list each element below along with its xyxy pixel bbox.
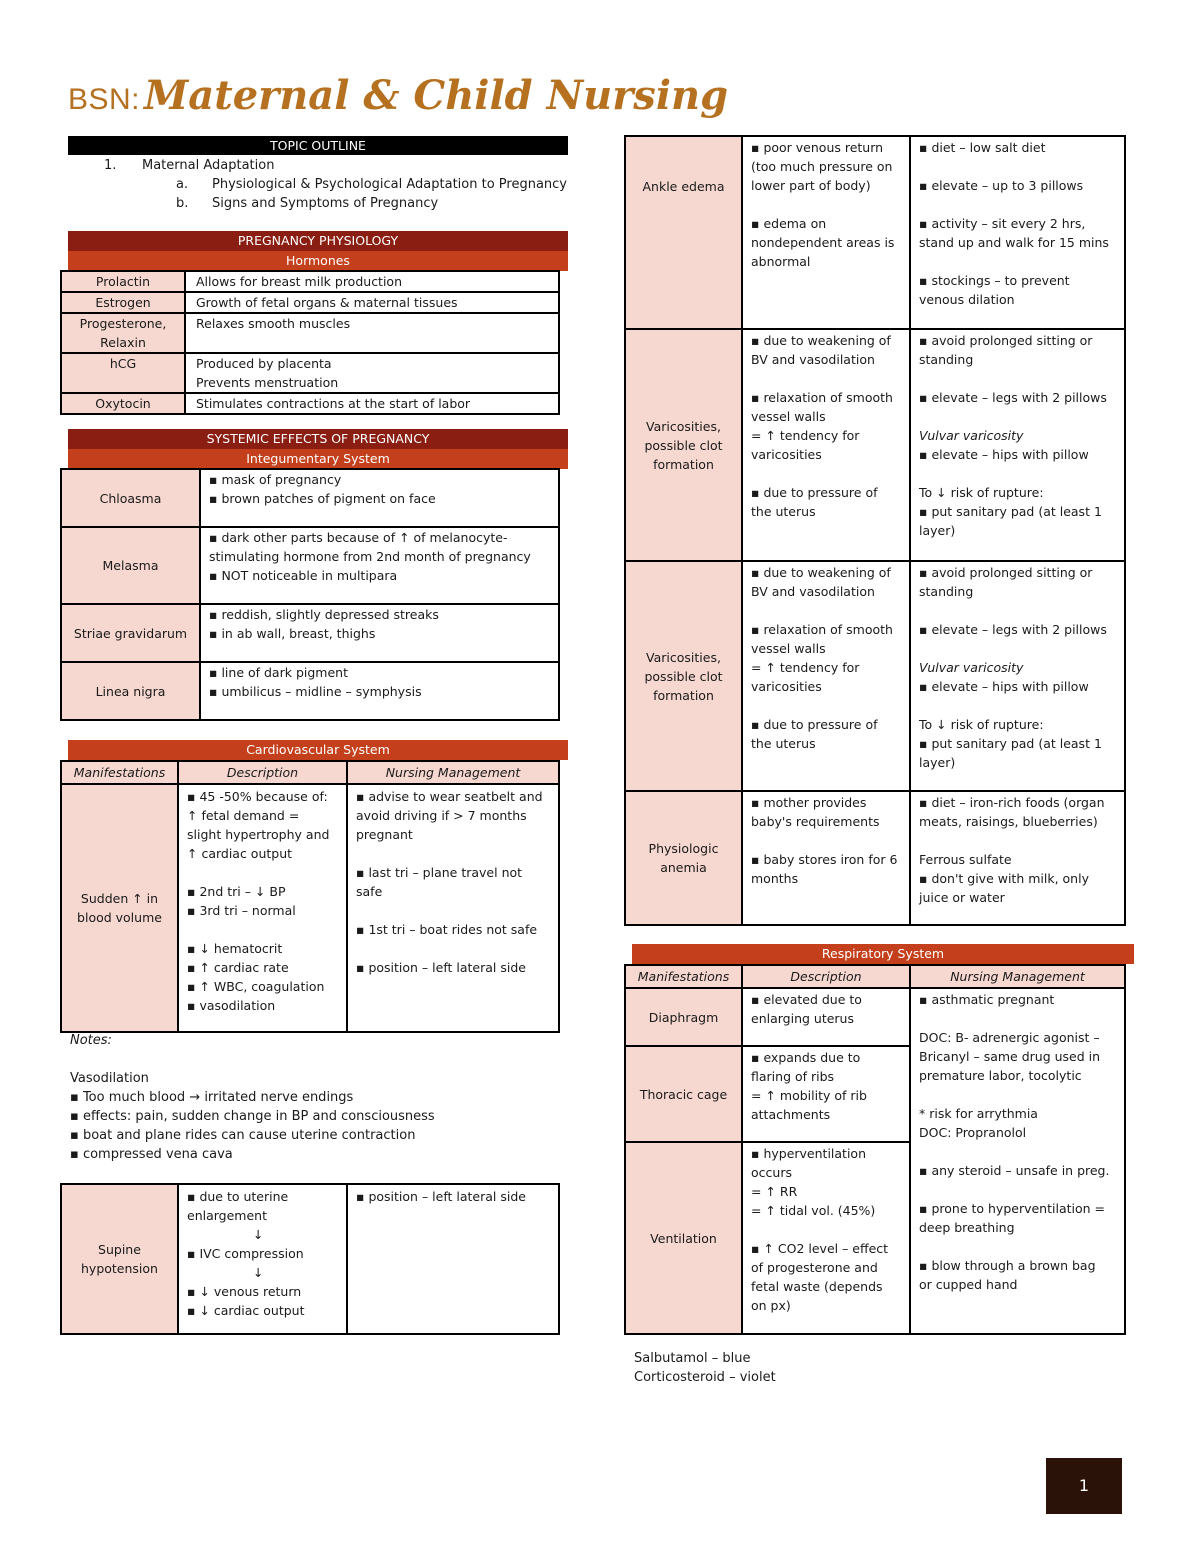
desc-line: ▪ due to pressure of: [751, 485, 878, 500]
mgmt-line: ▪ activity – sit every 2 hrs,: [919, 216, 1086, 231]
outline-num: 1.: [104, 158, 117, 173]
desc-line: the uterus: [751, 504, 816, 519]
condition-management: [910, 329, 1125, 561]
title-text: Maternal & Child Nursing: [144, 72, 729, 119]
manifestation-name: Melasma: [61, 527, 200, 604]
respiratory-table: [624, 964, 1126, 1335]
desc-line: ▪ relaxation of smooth: [751, 390, 893, 405]
desc-line: ▪ edema on: [751, 216, 827, 231]
mgmt-line: ▪ blow through a brown bag: [919, 1258, 1096, 1273]
notes-item: ▪ effects: pain, sudden change in BP and consciousness: [70, 1109, 435, 1124]
spacer: [70, 1050, 560, 1069]
notes-label: Notes:: [70, 1033, 112, 1048]
notes-item: ▪ Too much blood → irritated nerve endings: [70, 1090, 354, 1105]
hormone-name: Progesterone, Relaxin: [61, 313, 185, 353]
hormone-desc: [185, 353, 559, 393]
desc-line: ▪ poor venous return: [751, 140, 884, 155]
manifestation-desc: [200, 527, 559, 604]
spacer: [919, 1085, 1116, 1104]
table-row: [625, 136, 1125, 329]
condition-management: [910, 561, 1125, 791]
col-header-management: Nursing Management: [347, 761, 559, 784]
desc-line: ▪ reddish, slightly depressed streaks: [209, 607, 439, 622]
notes-item: ▪ compressed vena cava: [70, 1147, 233, 1162]
hormone-name: Estrogen: [61, 292, 185, 313]
title-prefix: BSN:: [68, 83, 141, 116]
desc-line: ▪ due to pressure of: [751, 717, 878, 732]
manifestation-name: Varicosities, possible clot formation: [625, 561, 742, 791]
hormone-desc: Growth of fetal organs & maternal tissues: [185, 292, 559, 313]
desc-line: ▪ hyperventilation: [751, 1146, 866, 1161]
desc-line: fetal waste (depends: [751, 1279, 883, 1294]
desc-line: ▪ ↓ hematocrit: [187, 941, 283, 956]
manifestation-desc: [200, 604, 559, 662]
spacer: [919, 369, 1116, 388]
condition-description: [742, 561, 910, 791]
notes-title: Vasodilation: [70, 1071, 149, 1086]
manifestation-desc: [200, 662, 559, 720]
outline-item: [68, 175, 568, 194]
mgmt-line: layer): [919, 523, 956, 538]
col-header-management: Nursing Management: [910, 965, 1125, 988]
hormone-name: Prolactin: [61, 271, 185, 292]
desc-line: ▪ 45 -50% because of:: [187, 789, 328, 804]
pregnancy-physiology-header: PREGNANCY PHYSIOLOGY: [68, 231, 568, 251]
mgmt-subheading: Vulvar varicosity: [919, 660, 1024, 675]
desc-line: ▪ ↓ cardiac output: [187, 1303, 305, 1318]
spacer: [356, 939, 550, 958]
col-header-description: Description: [742, 965, 910, 988]
table-row: [61, 313, 559, 353]
spacer: [187, 920, 338, 939]
table-row: [61, 662, 559, 720]
mgmt-line: ▪ elevate – hips with pillow: [919, 447, 1089, 462]
spacer: [919, 1009, 1116, 1028]
topic-outline-list: [68, 156, 568, 213]
desc-line: ▪ umbilicus – midline – symphysis: [209, 684, 422, 699]
spacer: [751, 1220, 901, 1239]
mgmt-line: ▪ don't give with milk, only: [919, 871, 1089, 886]
mgmt-line: ▪ elevate – legs with 2 pillows: [919, 622, 1107, 637]
desc-line: ▪ elevated due to: [751, 992, 862, 1007]
mgmt-line: standing: [919, 584, 974, 599]
desc-line: ▪ IVC compression: [187, 1246, 304, 1261]
desc-line: stimulating hormone from 2nd month of pregnancy: [209, 549, 531, 564]
spacer: [751, 831, 901, 850]
desc-line: ▪ NOT noticeable in multipara: [209, 568, 398, 583]
desc-line: flaring of ribs: [751, 1069, 835, 1084]
manifestation-name: Varicosities, possible clot formation: [625, 329, 742, 561]
hormone-name: Oxytocin: [61, 393, 185, 414]
mgmt-line: ▪ avoid prolonged sitting or: [919, 333, 1093, 348]
manifestation-name: Sudden ↑ in blood volume: [61, 784, 178, 1032]
desc-line: ▪ ↓ venous return: [187, 1284, 302, 1299]
table-header-row: [625, 965, 1125, 988]
manifestation-name: Chloasma: [61, 469, 200, 527]
mgmt-line: ▪ stockings – to prevent: [919, 273, 1070, 288]
desc-line: ▪ mother provides: [751, 795, 867, 810]
outline-text: Signs and Symptoms of Pregnancy: [212, 196, 439, 211]
mgmt-line: juice or water: [919, 890, 1005, 905]
desc-line: ▪ due to weakening of: [751, 565, 891, 580]
mgmt-line: ▪ elevate – legs with 2 pillows: [919, 390, 1107, 405]
desc-line: ▪ 2nd tri – ↓ BP: [187, 884, 286, 899]
resp-management: [910, 988, 1125, 1334]
desc-line: ▪ due to weakening of: [751, 333, 891, 348]
mgmt-line: Bricanyl – same drug used in: [919, 1049, 1101, 1064]
supine-table: [60, 1183, 560, 1335]
condition-description: [742, 791, 910, 925]
desc-line: ▪ line of dark pigment: [209, 665, 348, 680]
manifestation-name: Ankle edema: [625, 136, 742, 329]
desc-line: ▪ brown patches of pigment on face: [209, 491, 436, 506]
desc-line: ▪ relaxation of smooth: [751, 622, 893, 637]
mgmt-line: ▪ avoid prolonged sitting or: [919, 565, 1093, 580]
resp-description: [742, 988, 910, 1046]
notes-block: [70, 1031, 560, 1164]
mgmt-line: premature labor, tocolytic: [919, 1068, 1082, 1083]
mgmt-line: ▪ last tri – plane travel not: [356, 865, 523, 880]
mgmt-line: To ↓ risk of rupture:: [919, 485, 1044, 500]
manifestation-name: Striae gravidarum: [61, 604, 200, 662]
table-row: [61, 469, 559, 527]
table-row: [61, 271, 559, 292]
down-arrow-icon: ↓: [253, 1227, 264, 1242]
resp-description: [742, 1142, 910, 1334]
table-row: [61, 1184, 559, 1334]
spacer: [751, 369, 901, 388]
outline-text: Maternal Adaptation: [142, 158, 275, 173]
desc-line: ▪ due to uterine: [187, 1189, 289, 1204]
table-row: [625, 329, 1125, 561]
mgmt-line: ▪ diet – iron-rich foods (organ: [919, 795, 1105, 810]
col-header-manifestations: Manifestations: [625, 965, 742, 988]
desc-line: baby's requirements: [751, 814, 880, 829]
desc-line: (too much pressure on: [751, 159, 893, 174]
respiratory-header: Respiratory System: [632, 944, 1134, 964]
integumentary-table: [60, 468, 560, 721]
hormone-desc: Allows for breast milk production: [185, 271, 559, 292]
desc-line: ▪ mask of pregnancy: [209, 472, 342, 487]
mgmt-line: ▪ put sanitary pad (at least 1: [919, 504, 1102, 519]
desc-line: enlarging uterus: [751, 1011, 854, 1026]
circulation-table: [624, 135, 1126, 926]
outline-item: [68, 194, 568, 213]
spacer: [919, 1142, 1116, 1161]
spacer: [751, 601, 901, 620]
spacer: [919, 696, 1116, 715]
mgmt-line: ▪ put sanitary pad (at least 1: [919, 736, 1102, 751]
mgmt-line: ▪ asthmatic pregnant: [919, 992, 1055, 1007]
spacer: [919, 195, 1116, 214]
desc-line: ▪ in ab wall, breast, thighs: [209, 626, 376, 641]
desc-line: ↑ cardiac output: [187, 846, 293, 861]
footnote-line: Corticosteroid – violet: [634, 1370, 776, 1385]
desc-line: = ↑ mobility of rib: [751, 1088, 867, 1103]
hormone-desc: Stimulates contractions at the start of labor: [185, 393, 559, 414]
desc-line: varicosities: [751, 679, 822, 694]
outline-num: b.: [176, 196, 189, 211]
desc-line: of progesterone and: [751, 1260, 878, 1275]
mgmt-line: ▪ position – left lateral side: [356, 1189, 526, 1204]
spacer: [919, 831, 1116, 850]
desc-line: abnormal: [751, 254, 811, 269]
desc-line: on px): [751, 1298, 791, 1313]
spacer: [356, 844, 550, 863]
mgmt-line: ▪ any steroid – unsafe in preg.: [919, 1163, 1110, 1178]
page-title: [68, 72, 728, 132]
table-row: [61, 604, 559, 662]
spacer: [919, 601, 1116, 620]
spacer: [919, 157, 1116, 176]
table-row: [61, 292, 559, 313]
desc-line: ↑ fetal demand =: [187, 808, 300, 823]
col-header-description: Description: [178, 761, 347, 784]
table-row: [625, 988, 1125, 1046]
cardiovascular-header: Cardiovascular System: [68, 740, 568, 760]
desc-line: months: [751, 871, 799, 886]
desc-line: attachments: [751, 1107, 831, 1122]
mgmt-line: avoid driving if > 7 months: [356, 808, 527, 823]
cardio-description: [178, 784, 347, 1032]
desc-line: = ↑ tidal vol. (45%): [751, 1203, 876, 1218]
mgmt-line: * risk for arrythmia: [919, 1106, 1038, 1121]
table-row: [61, 353, 559, 393]
desc-line: slight hypertrophy and: [187, 827, 330, 842]
mgmt-line: venous dilation: [919, 292, 1015, 307]
desc-line: ▪ dark other parts because of ↑ of melanocyte-: [209, 530, 508, 545]
desc-line: ▪ 3rd tri – normal: [187, 903, 296, 918]
mgmt-subheading: Vulvar varicosity: [919, 428, 1024, 443]
desc-line: BV and vasodilation: [751, 584, 875, 599]
mgmt-line: Ferrous sulfate: [919, 852, 1012, 867]
mgmt-line: ▪ diet – low salt diet: [919, 140, 1046, 155]
table-row: [61, 784, 559, 1032]
mgmt-line: stand up and walk for 15 mins: [919, 235, 1109, 250]
spacer: [751, 195, 901, 214]
footnote-line: Salbutamol – blue: [634, 1351, 751, 1366]
hormone-desc: Relaxes smooth muscles: [185, 313, 559, 353]
outline-num: a.: [176, 177, 189, 192]
desc-line: varicosities: [751, 447, 822, 462]
col-header-manifestations: Manifestations: [61, 761, 178, 784]
mgmt-line: or cupped hand: [919, 1277, 1018, 1292]
desc-line: Prevents menstruation: [196, 375, 339, 390]
desc-line: ▪ ↑ cardiac rate: [187, 960, 289, 975]
mgmt-line: pregnant: [356, 827, 413, 842]
condition-description: [742, 329, 910, 561]
mgmt-line: deep breathing: [919, 1220, 1015, 1235]
desc-line: ▪ ↑ CO2 level – effect: [751, 1241, 889, 1256]
systemic-effects-header: SYSTEMIC EFFECTS OF PREGNANCY: [68, 429, 568, 449]
mgmt-line: DOC: B- adrenergic agonist –: [919, 1030, 1100, 1045]
condition-management: [910, 791, 1125, 925]
desc-line: ▪ ↑ WBC, coagulation: [187, 979, 325, 994]
desc-line: = ↑ RR: [751, 1184, 798, 1199]
manifestation-name: Diaphragm: [625, 988, 742, 1046]
outline-item: [68, 156, 568, 175]
spacer: [751, 464, 901, 483]
desc-line: BV and vasodilation: [751, 352, 875, 367]
spacer: [919, 252, 1116, 271]
cardio-management: [347, 784, 559, 1032]
supine-management: [347, 1184, 559, 1334]
notes-item: ▪ boat and plane rides can cause uterine contraction: [70, 1128, 416, 1143]
mgmt-line: To ↓ risk of rupture:: [919, 717, 1044, 732]
desc-line: the uterus: [751, 736, 816, 751]
mgmt-line: layer): [919, 755, 956, 770]
spacer: [919, 639, 1116, 658]
table-row: [61, 527, 559, 604]
manifestation-name: Thoracic cage: [625, 1046, 742, 1142]
mgmt-line: ▪ 1st tri – boat rides not safe: [356, 922, 538, 937]
desc-line: = ↑ tendency for: [751, 660, 860, 675]
spacer: [919, 407, 1116, 426]
mgmt-line: DOC: Propranolol: [919, 1125, 1027, 1140]
desc-line: Produced by placenta: [196, 356, 332, 371]
cardiovascular-table: [60, 760, 560, 1033]
spacer: [919, 1237, 1116, 1256]
topic-outline-header: TOPIC OUTLINE: [68, 136, 568, 155]
condition-management: [910, 136, 1125, 329]
condition-description: [742, 136, 910, 329]
desc-line: enlargement: [187, 1208, 267, 1223]
mgmt-line: ▪ elevate – hips with pillow: [919, 679, 1089, 694]
footnotes: [634, 1349, 1114, 1387]
resp-description: [742, 1046, 910, 1142]
desc-line: ▪ expands due to: [751, 1050, 861, 1065]
hormones-table: [60, 270, 560, 415]
desc-line: lower part of body): [751, 178, 871, 193]
manifestation-name: Physiologic anemia: [625, 791, 742, 925]
outline-text: Physiological & Psychological Adaptation to Pregnancy: [212, 177, 567, 192]
mgmt-line: standing: [919, 352, 974, 367]
mgmt-line: meats, raisings, blueberries): [919, 814, 1098, 829]
desc-line: nondependent areas is: [751, 235, 895, 250]
hormone-name: hCG: [61, 353, 185, 393]
mgmt-line: safe: [356, 884, 383, 899]
hormones-subheader: Hormones: [68, 251, 568, 271]
desc-line: = ↑ tendency for: [751, 428, 860, 443]
spacer: [187, 863, 338, 882]
spacer: [751, 696, 901, 715]
spacer: [356, 901, 550, 920]
table-row: [61, 393, 559, 414]
page-number: 1: [1046, 1458, 1122, 1514]
desc-line: ▪ vasodilation: [187, 998, 276, 1013]
desc-line: ▪ baby stores iron for 6: [751, 852, 898, 867]
table-row: [625, 561, 1125, 791]
mgmt-line: ▪ advise to wear seatbelt and: [356, 789, 543, 804]
mgmt-line: ▪ elevate – up to 3 pillows: [919, 178, 1084, 193]
mgmt-line: ▪ prone to hyperventilation =: [919, 1201, 1105, 1216]
manifestation-name: Linea nigra: [61, 662, 200, 720]
manifestation-name: Supine hypotension: [61, 1184, 178, 1334]
integumentary-subheader: Integumentary System: [68, 449, 568, 469]
manifestation-desc: [200, 469, 559, 527]
supine-description: [178, 1184, 347, 1334]
table-row: [625, 791, 1125, 925]
spacer: [919, 1180, 1116, 1199]
mgmt-line: ▪ position – left lateral side: [356, 960, 526, 975]
desc-line: occurs: [751, 1165, 792, 1180]
spacer: [919, 464, 1116, 483]
down-arrow-icon: ↓: [253, 1265, 264, 1280]
table-header-row: [61, 761, 559, 784]
desc-line: vessel walls: [751, 641, 826, 656]
desc-line: vessel walls: [751, 409, 826, 424]
manifestation-name: Ventilation: [625, 1142, 742, 1334]
